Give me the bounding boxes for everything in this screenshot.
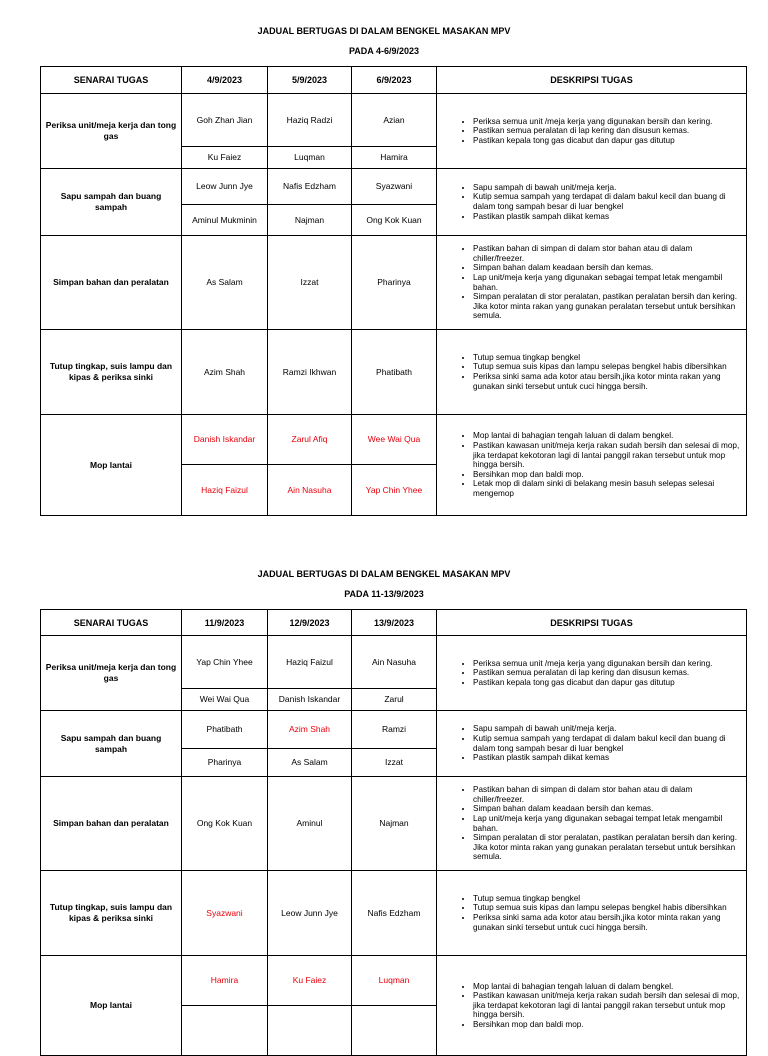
table-row: [41, 330, 747, 415]
assignee-cell: As Salam: [182, 236, 268, 330]
description-item: • Bersihkan mop dan baldi mop.: [473, 470, 740, 480]
description-list: [453, 431, 740, 498]
task-description: [437, 169, 747, 236]
table-header-row: [41, 610, 747, 636]
table-row: [41, 236, 747, 330]
schedule-title: JADUAL BERTUGAS DI DALAM BENGKEL MASAKAN MPV: [257, 26, 511, 36]
description-item: • Simpan peralatan di stor peralatan, pastikan peralatan bersih dan kering. Jika kotor minta rakan yang gunakan peralatan tersebut untuk bersihkan semula.: [473, 292, 740, 321]
task-name: Tutup tingkap, suis lampu dan kipas & periksa sinki: [41, 330, 182, 415]
description-item: • Tutup semua suis kipas dan lampu selepas bengkel habis dibersihkan: [473, 362, 740, 372]
description-item: • Pastikan semua peralatan di lap kering dan disusun kemas.: [473, 668, 740, 678]
assignee-cell: Najman: [352, 777, 437, 871]
description-item: • Tutup semua tingkap bengkel: [473, 353, 740, 363]
description-list: [453, 894, 740, 932]
description-list: [453, 724, 740, 762]
table-row: [41, 94, 747, 147]
description-item: • Simpan bahan dalam keadaan bersih dan kemas.: [473, 263, 740, 273]
assignee-cell: Leow Junn Jye: [182, 169, 268, 205]
task-name: Sapu sampah dan buang sampah: [41, 711, 182, 777]
description-item: • Periksa semua unit /meja kerja yang digunakan bersih dan kering.: [473, 117, 740, 127]
header-task-list: SENARAI TUGAS: [41, 610, 182, 636]
header-date: 13/9/2023: [352, 610, 437, 636]
assignee-cell: Phatibath: [182, 711, 268, 749]
assignee-cell: Aminul: [268, 777, 352, 871]
task-name: Periksa unit/meja kerja dan tong gas: [41, 636, 182, 711]
description-item: • Simpan bahan dalam keadaan bersih dan kemas.: [473, 804, 740, 814]
assignee-cell: [352, 1006, 437, 1056]
assignee-cell: Leow Junn Jye: [268, 871, 352, 956]
description-item: • Pastikan semua peralatan di lap kering dan disusun kemas.: [473, 126, 740, 136]
task-name: Simpan bahan dan peralatan: [41, 236, 182, 330]
header-date: 4/9/2023: [182, 67, 268, 94]
description-list: [453, 659, 740, 688]
assignee-cell: Aminul Mukminin: [182, 205, 268, 236]
assignee-cell: Phatibath: [352, 330, 437, 415]
assignee-cell: [182, 1006, 268, 1056]
assignee-cell: Ong Kok Kuan: [182, 777, 268, 871]
assignee-cell: Ong Kok Kuan: [352, 205, 437, 236]
assignee-cell: Izzat: [268, 236, 352, 330]
description-item: • Periksa sinki sama ada kotor atau bersih,jika kotor minta rakan yang gunakan sinki tersebut untuk cuci hingga bersih.: [473, 913, 740, 932]
description-item: • Lap unit/meja kerja yang digunakan sebagai tempat letak mengambil bahan.: [473, 814, 740, 833]
table-row: [41, 871, 747, 956]
assignee-cell: Ku Faiez: [182, 147, 268, 169]
assignee-cell: Ku Faiez: [268, 956, 352, 1006]
description-item: • Pastikan bahan di simpan di dalam stor bahan atau di dalam chiller/freezer.: [473, 785, 740, 804]
table-row: [41, 636, 747, 689]
task-description: [437, 636, 747, 711]
description-item: • Pastikan plastik sampah diikat kemas: [473, 212, 740, 222]
description-item: • Kutip semua sampah yang terdapat di dalam bakul kecil dan buang di dalam tong sampah besar di luar bengkel: [473, 192, 740, 211]
description-item: • Sapu sampah di bawah unit/meja kerja.: [473, 724, 740, 734]
description-item: • Lap unit/meja kerja yang digunakan sebagai tempat letak mengambil bahan.: [473, 273, 740, 292]
assignee-cell: Ramzi: [352, 711, 437, 749]
description-item: • Pastikan kawasan unit/meja kerja rakan sudah bersih dan selesai di mop, jika terdapat kekotoran lagi di lantai panggil rakan tersebut untuk mop hingga bersih.: [473, 991, 740, 1020]
assignee-cell: Zarul: [352, 689, 437, 711]
description-item: • Tutup semua tingkap bengkel: [473, 894, 740, 904]
description-item: • Simpan peralatan di stor peralatan, pastikan peralatan bersih dan kering. Jika kotor minta rakan yang gunakan peralatan tersebut untuk bersihkan semula.: [473, 833, 740, 862]
header-date: 11/9/2023: [182, 610, 268, 636]
assignee-cell: Wei Wai Qua: [182, 689, 268, 711]
task-description: [437, 330, 747, 415]
assignee-cell: Najman: [268, 205, 352, 236]
description-item: • Periksa semua unit /meja kerja yang digunakan bersih dan kering.: [473, 659, 740, 669]
header-date: 5/9/2023: [268, 67, 352, 94]
assignee-cell: Danish Iskandar: [182, 415, 268, 465]
task-description: [437, 871, 747, 956]
description-item: • Pastikan kawasan unit/meja kerja rakan sudah bersih dan selesai di mop, jika terdapat kekotoran lagi di lantai panggil rakan tersebut untuk mop hingga bersih.: [473, 441, 740, 470]
description-item: • Kutip semua sampah yang terdapat di dalam bakul kecil dan buang di dalam tong sampah besar di luar bengkel: [473, 734, 740, 753]
assignee-cell: As Salam: [268, 749, 352, 777]
assignee-cell: Izzat: [352, 749, 437, 777]
header-description: DESKRIPSI TUGAS: [437, 67, 747, 94]
header-task-list: SENARAI TUGAS: [41, 67, 182, 94]
table-row: [41, 777, 747, 871]
task-description: [437, 711, 747, 777]
assignee-cell: Haziq Radzi: [268, 94, 352, 147]
description-list: [453, 244, 740, 321]
assignee-cell: Pharinya: [182, 749, 268, 777]
table-header-row: [41, 67, 747, 94]
assignee-cell: [268, 1006, 352, 1056]
description-item: • Pastikan plastik sampah diikat kemas: [473, 753, 740, 763]
assignee-cell: Zarul Afiq: [268, 415, 352, 465]
description-item: • Tutup semua suis kipas dan lampu selepas bengkel habis dibersihkan: [473, 903, 740, 913]
assignee-cell: Hamira: [352, 147, 437, 169]
description-item: • Mop lantai di bahagian tengah laluan di dalam bengkel.: [473, 982, 740, 992]
assignee-cell: Ain Nasuha: [268, 465, 352, 516]
assignee-cell: Haziq Faizul: [182, 465, 268, 516]
description-list: [453, 353, 740, 391]
header-description: DESKRIPSI TUGAS: [437, 610, 747, 636]
table-row: [41, 956, 747, 1006]
assignee-cell: Luqman: [268, 147, 352, 169]
assignee-cell: Danish Iskandar: [268, 689, 352, 711]
assignee-cell: Ain Nasuha: [352, 636, 437, 689]
task-description: [437, 236, 747, 330]
header-date: 12/9/2023: [268, 610, 352, 636]
assignee-cell: Wee Wai Qua: [352, 415, 437, 465]
assignee-cell: Azim Shah: [268, 711, 352, 749]
description-list: [453, 785, 740, 862]
description-list: [453, 183, 740, 221]
task-name: Tutup tingkap, suis lampu dan kipas & periksa sinki: [41, 871, 182, 956]
assignee-cell: Syazwani: [352, 169, 437, 205]
description-item: • Pastikan kepala tong gas dicabut dan dapur gas ditutup: [473, 136, 740, 146]
task-description: [437, 94, 747, 169]
header-date: 6/9/2023: [352, 67, 437, 94]
description-item: • Letak mop di dalam sinki di belakang mesin basuh selepas selesai mengemop: [473, 479, 740, 498]
assignee-cell: Haziq Faizul: [268, 636, 352, 689]
description-list: [453, 117, 740, 146]
table-row: [41, 711, 747, 749]
description-item: • Pastikan bahan di simpan di dalam stor bahan atau di dalam chiller/freezer.: [473, 244, 740, 263]
duty-table: [40, 609, 747, 1056]
description-item: • Sapu sampah di bawah unit/meja kerja.: [473, 183, 740, 193]
schedule-subtitle: PADA 11-13/9/2023: [344, 589, 424, 599]
assignee-cell: Pharinya: [352, 236, 437, 330]
assignee-cell: Nafis Edzham: [268, 169, 352, 205]
table-row: [41, 415, 747, 465]
assignee-cell: Nafis Edzham: [352, 871, 437, 956]
schedule-subtitle: PADA 4-6/9/2023: [348, 46, 420, 56]
assignee-cell: Ramzi Ikhwan: [268, 330, 352, 415]
task-name: Mop lantai: [41, 956, 182, 1056]
task-name: Sapu sampah dan buang sampah: [41, 169, 182, 236]
task-description: [437, 956, 747, 1056]
assignee-cell: Syazwani: [182, 871, 268, 956]
description-item: • Mop lantai di bahagian tengah laluan di dalam bengkel.: [473, 431, 740, 441]
assignee-cell: Luqman: [352, 956, 437, 1006]
assignee-cell: Yap Chin Yhee: [182, 636, 268, 689]
description-item: • Pastikan kepala tong gas dicabut dan dapur gas ditutup: [473, 678, 740, 688]
assignee-cell: Goh Zhan Jian: [182, 94, 268, 147]
assignee-cell: Hamira: [182, 956, 268, 1006]
schedule-title: JADUAL BERTUGAS DI DALAM BENGKEL MASAKAN MPV: [257, 569, 511, 579]
description-list: [453, 982, 740, 1030]
table-row: [41, 169, 747, 205]
description-item: • Periksa sinki sama ada kotor atau bersih,jika kotor minta rakan yang gunakan sinki tersebut untuk cuci hingga bersih.: [473, 372, 740, 391]
task-name: Mop lantai: [41, 415, 182, 516]
task-name: Periksa unit/meja kerja dan tong gas: [41, 94, 182, 169]
assignee-cell: Azian: [352, 94, 437, 147]
description-item: • Bersihkan mop dan baldi mop.: [473, 1020, 740, 1030]
task-description: [437, 777, 747, 871]
task-description: [437, 415, 747, 516]
assignee-cell: Azim Shah: [182, 330, 268, 415]
assignee-cell: Yap Chin Yhee: [352, 465, 437, 516]
task-name: Simpan bahan dan peralatan: [41, 777, 182, 871]
duty-table: [40, 66, 747, 516]
